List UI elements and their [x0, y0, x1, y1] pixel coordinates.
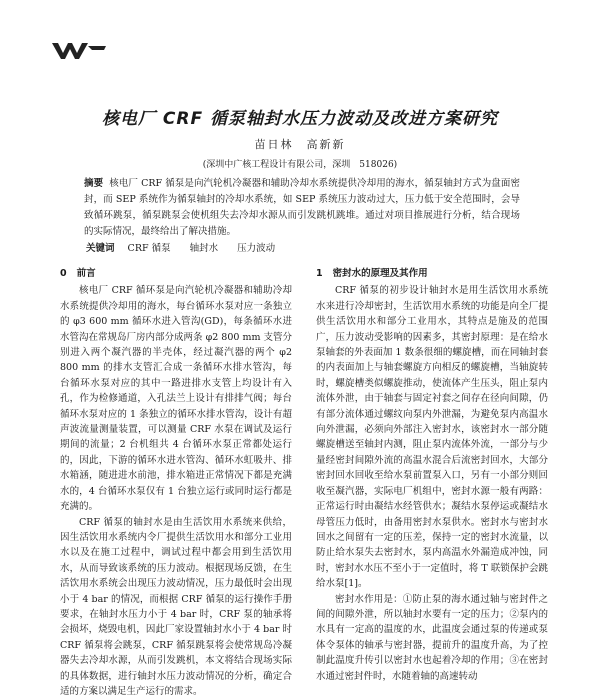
abstract — [84, 176, 520, 240]
right-column — [316, 266, 548, 684]
keyword-item: 压力波动 — [237, 243, 275, 254]
paragraph: 核电厂 CRF 循环泵是向汽轮机冷凝器和辅助冷却水系统提供冷却用的海水，每台循环水泵对应一条独立的 φ3 600 mm 循环水进入管沟(GD)，每条循环水进水管沟在常规岛厂房内部分成两条 φ2 800 mm 支管分别进入两个凝汽器的半壳体，经过凝汽器的两个 φ2 800 mm 的排水支管汇合成一条循环水排水管沟，每台循环水泵对应的其中一路进排水支管上均设计有入孔，作为检修通道，入孔法兰上设计有排排气阀；每台循环水泵对应的 1 条独立的循环水排水管沟，设计有超声波流量测量装置，可以测量 CRF 水泵在调试及运行期间的流量；2 台机组共 4 台循环水泵正常都处运行的，因此，下游的循环水进水管沟、循环水虹吸井、排水箱涵，随进进水前池，排水箱进正常情况下都是充满水的，4 台循环水泵仅有 1 台独立运行或同时运行都是充满的。 — [60, 283, 292, 514]
keywords — [86, 240, 522, 254]
keyword-item: CRF 循泵 — [128, 243, 171, 254]
affiliation: (深圳中广核工程设计有限公司，深圳 518026) — [0, 157, 600, 170]
paper-title: 核电厂 CRF 循泵轴封水压力波动及改进方案研究 — [0, 104, 600, 129]
section-number: 1 — [316, 268, 323, 279]
paragraph: CRF 循泵的轴封水是由生活饮用水系统来供给，因生活饮用水系统内令厂提供生活饮用水和部分工业用水以及在施工过程中，调试过程中都会用到生活饮用水，从而导致该系统的压力波动。根据现场反馈，在生活饮用水系统会出现压力波动情况，压力最低时会出现小于 4 bar 的情况，而根据 CRF 循泵的运行操作手册要求，在轴封水压力小于 4 bar 时，CRF 泵的轴承将会损坏，烧毁电机，因此厂家设置轴封水小于 4 bar 时 CRF 循泵将会跳泵，CRF 循泵跳泵将会使常规岛冷凝器失去冷却水源，从而引发跳机，本文将结合现场实际的具体数据，进行轴封水压力波动情况的分析，确定合适的方案以满足生产运行的需求。 — [60, 515, 292, 699]
abstract-label: 摘要 — [84, 178, 103, 189]
left-column — [60, 266, 292, 699]
paragraph: 密封水作用是：①防止泵的海水通过轴与密封件之间的间隙外泄，所以轴封水要有一定的压力；②泵内的水具有一定高的温度的水，此温度会通过泵的传递或泵体令泵体的轴承与密封器，提前升的温度升高，为了控制此温度升传引以密封水也起着冷却的作用；③在密封水通过密封件时，水随着轴的高速转动 — [316, 592, 548, 684]
paragraph: CRF 循泵的初步设计轴封水是用生活饮用水系统水来进行冷却密封，生活饮用水系统的功能是向全厂提供生活饮用水和部分工业用水，其特点是施及的范围广，压力波动受影响的因素多，其密封原理：是在给水泵轴套的外表面加 1 数条很细的螺旋槽，而在同轴封套的内表面加上与轴套螺旋方向相反的螺旋槽，当轴旋转时，螺旋槽类似螺旋推动，使流体产生压头，阻止泵内流体外泄，由于轴套与固定衬套之间存在径向间隙，仍有部分流体通过螺纹向泵内外泄漏，为避免泵内高温水向外泄漏，必须向外部注入密封水，该密封水一部分随螺旋槽送至轴封内测，阻止泵内流体外流，一部分与少量经密封间隙外流的高温水混合后流密封回水，大部分密封回水回收至给水泵前置泵入口，另有一小部分则回收至凝汽器，实际电厂机组中，密封水源一般有两路：正常运行时由凝结水经管供水；凝结水泵停运或凝结水母管压力低时，由备用密封水泵供水。密封水与密封水回水之间留有一定的压差，保持一定的密封水流量，以防止给水泵失去密封水，泵内高温水外漏造成冲蚀，同时，密封水水压不至小于一定值时，将 T 联锁保护会跳给水泵[1]。 — [316, 283, 548, 591]
authors: 苗日林 高新新 — [0, 136, 600, 152]
section-heading-seal — [316, 266, 548, 281]
section-title: 前言 — [77, 268, 96, 279]
section-number: 0 — [60, 268, 67, 279]
keywords-label: 关键词 — [86, 243, 115, 254]
keyword-item: 轴封水 — [190, 243, 219, 254]
section-title: 密封水的原理及其作用 — [333, 268, 428, 279]
abstract-text: 核电厂 CRF 循泵是向汽轮机冷凝器和辅助冷却水系统提供冷却用的海水，循泵轴封方式为盘面密封，而 SEP 系统作为循泵轴封的冷却水系统，如 SEP 系统压力波动过大，压力低于安全范围时，会导致循环跳泵，循泵跳泵会使机组失去冷却水源从而引发跳机跳堆。通过对项目推展进行分析，结合现场的实际情况，最终给出了解决措施。 — [84, 178, 520, 237]
section-heading-intro — [60, 266, 292, 281]
journal-logo-icon — [52, 40, 108, 60]
